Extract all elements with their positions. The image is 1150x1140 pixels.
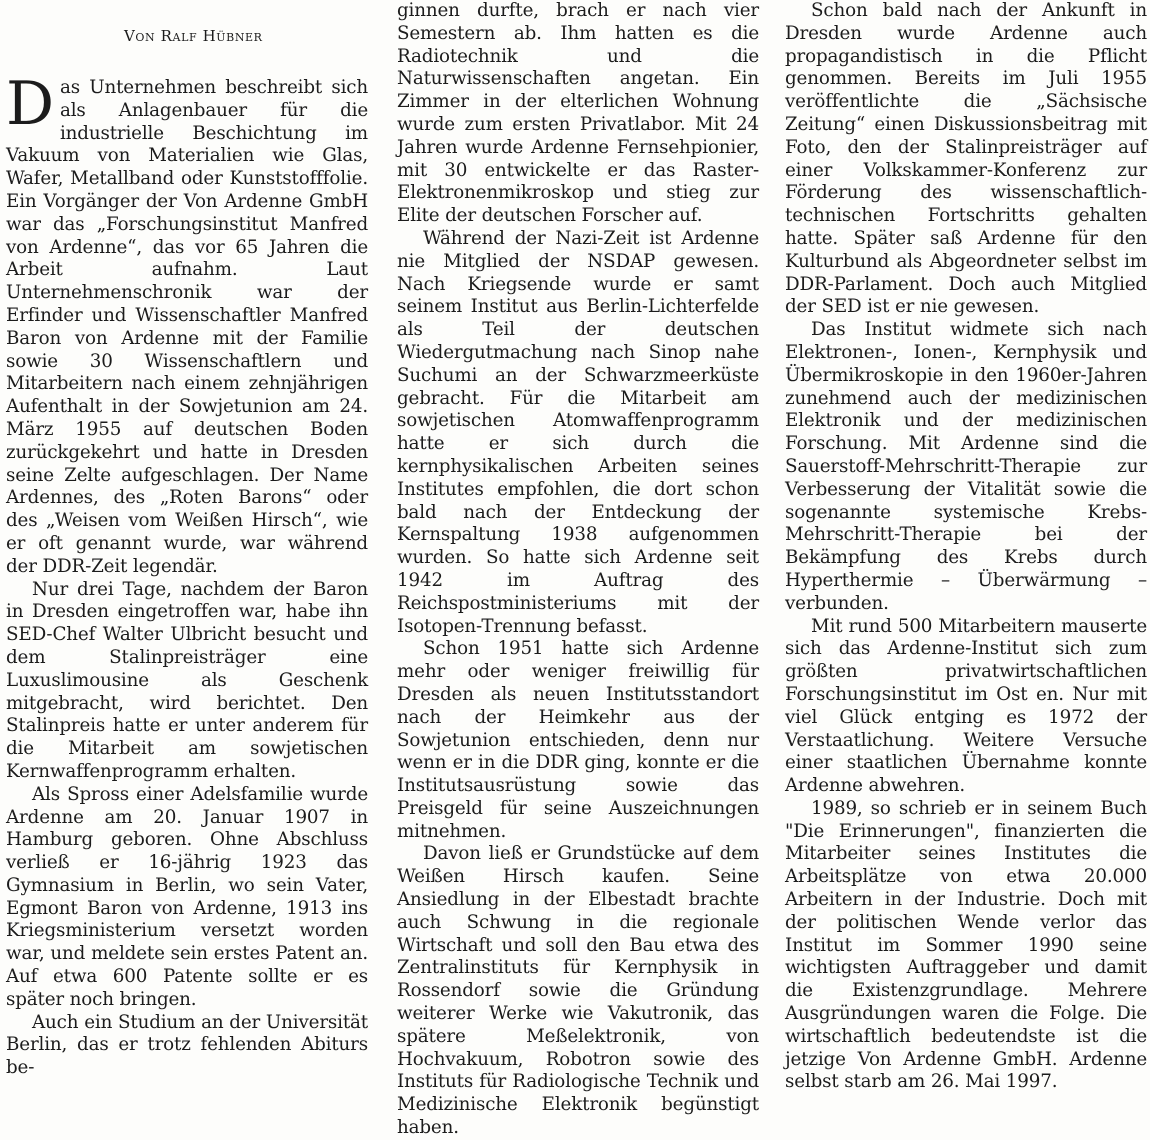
article-paragraph: Davon ließ er Grundstücke auf dem Weißen Hirsch kaufen. Seine Ansiedlung in der Elbestadt brachte auch Schwung in die regionale Wirtschaft und soll den Bau etwa des Zentralinstituts für Kernphysik in Rossendorf sowie die Gründung weiterer Werke wie Vakutronik, das spätere Meßelektronik, von Hochvakuum, Robotron sowie des Instituts für Radiologische Technik und Medizinische Elektronik begünstigt haben. (397, 843, 759, 1139)
article-paragraph: Schon bald nach der Ankunft in Dresden wurde Ardenne auch propagandistisch in die Pflicht genommen. Bereits im Juli 1955 veröffentlichte die „Sächsische Zeitung“ einen Diskussionsbeitrag mit Foto, den der Stalinpreisträger auf einer Volkskammer-Konferenz zur Förderung des wissenschaftlich-technischen Fortschritts gehalten hatte. Später saß Ardenne für den Kulturbund als Abgeordneter selbst im DDR-Parlament. Doch auch Mitglied der SED ist er nie gewesen. (785, 0, 1147, 318)
article-column-2 (397, 0, 759, 1139)
article-column-3 (785, 0, 1147, 1093)
article-paragraph: Mit rund 500 Mitarbeitern mauserte sich das Ardenne-Institut sich zum größten privatwirtschaftlichen Forschungsinstitut im Ost en. Nur mit viel Glück entging es 1972 der Verstaatlichung. Weitere Versuche einer staatlichen Übernahme konnte Ardenne abwehren. (785, 615, 1147, 797)
article-paragraph: Nur drei Tage, nachdem der Baron in Dresden eingetroffen war, habe ihn SED-Chef Walter Ulbricht besucht und dem Stalinpreisträger eine Luxuslimousine als Geschenk mitgebracht, wird berichtet. Den Stalinpreis hatte er unter anderem für die Mitarbeit am sowjetischen Kernwaffenprogramm erhalten. (6, 578, 368, 782)
article-paragraph (6, 69, 368, 579)
article-paragraph: Während der Nazi-Zeit ist Ardenne nie Mitglied der NSDAP gewesen. Nach Kriegsende wurde er samt seinem Institut aus Berlin-Lichterfelde als Teil der deutschen Wiedergutmachung nach Sinop nahe Suchumi an der Schwarzmeerküste gebracht. Für die Mitarbeit am sowjetischen Atomwaffenprogramm hatte er sich durch die kernphysikalischen Arbeiten seines Institutes empfohlen, die dort schon bald nach der Entdeckung der Kernspaltung 1938 aufgenommen wurden. So hatte sich Ardenne seit 1942 im Auftrag des Reichspostministeriums mit der Isotopen-Trennung befasst. (397, 227, 759, 637)
byline: Von Ralf Hübner (124, 27, 263, 45)
article-paragraph: 1989, so schrieb er in seinem Buch "Die Erinnerungen", finanzierten die Mitarbeiter seines Institutes die Arbeitsplätze von etwa 20.000 Arbeitern in der Industrie. Doch mit der politischen Wende verlor das Institut im Sommer 1990 seine wichtigsten Auftraggeber und damit die Existenzgrundlage. Mehrere Ausgründungen waren die Folge. Die wirtschaftlich bedeutendste ist die jetzige Von Ardenne GmbH. Ardenne selbst starb am 26. Mai 1997. (785, 797, 1147, 1093)
article-paragraph: Das Institut widmete sich nach Elektronen-, Ionen-, Kernphysik und Übermikroskopie in den 1960er-Jahren zunehmend auch der medizinischen Elektronik und der medizinischen Forschung. Mit Ardenne sind die Sauerstoff-Mehrschritt-Therapie zur Verbesserung der Vitalität sowie die sogenannte systemische Krebs-Mehrschritt-Therapie bei der Bekämpfung des Krebs durch Hyperthermie – Überwärmung – verbunden. (785, 319, 1147, 614)
article-paragraph: Auch ein Studium an der Universität Berlin, das er trotz fehlenden Abiturs be- (6, 1011, 368, 1079)
article-column-1 (6, 0, 368, 1079)
article-paragraph: Als Spross einer Adelsfamilie wurde Ardenne am 20. Januar 1907 in Hamburg geboren. Ohne Abschluss verließ er 16-jährig 1923 das Gymnasium in Berlin, wo sein Vater, Egmont Baron von Ardenne, 1913 ins Kriegsministerium versetzt worden war, und meldete sein erstes Patent an. Auf etwa 600 Patente sollte er es später noch bringen. (6, 783, 368, 1010)
drop-cap: D (6, 69, 54, 139)
article-paragraph: ginnen durfte, brach er nach vier Semestern ab. Ihm hatten es die Radiotechnik und die Naturwissenschaften angetan. Ein Zimmer in der elterlichen Wohnung wurde zum ersten Privatlabor. Mit 24 Jahren wurde Ardenne Fernsehpionier, mit 30 entwickelte er das Raster-Elektronenmikroskop und stieg zur Elite der deutschen Forscher auf. (397, 0, 759, 227)
paragraph-text: as Unternehmen beschreibt sich als Anlagenbauer für die industrielle Beschichtung im Vakuum von Materialien wie Glas, Wafer, Metallband oder Kunststofffolie. Ein Vorgänger der Von Ardenne GmbH war das „Forschungsinstitut Manfred von Ardenne“, das vor 65 Jahren die Arbeit aufnahm. Laut Unternehmenschronik war der Erfinder und Wissenschaftler Manfred Baron von Ardenne mit der Familie sowie 30 Wissenschaftlern und Mitarbeitern nach einem zehnjährigen Aufenthalt in der Sowjetunion am 24. März 1955 auf deutschen Boden zurückgekehrt und hatte in Dresden seine Zelte aufgeschlagen. Der Name Ardennes, des „Roten Barons“ oder des „Weisen vom Weißen Hirsch“, wie er oft genannt wurde, war während der DDR-Zeit legendär. (6, 77, 368, 577)
article-paragraph: Schon 1951 hatte sich Ardenne mehr oder weniger freiwillig für Dresden als neuen Institutsstandort nach der Heimkehr aus der Sowjetunion entschieden, denn nur wenn er in die DDR ging, konnte er die Institutsausrüstung sowie das Preisgeld für seine Auszeichnungen mitnehmen. (397, 638, 759, 842)
